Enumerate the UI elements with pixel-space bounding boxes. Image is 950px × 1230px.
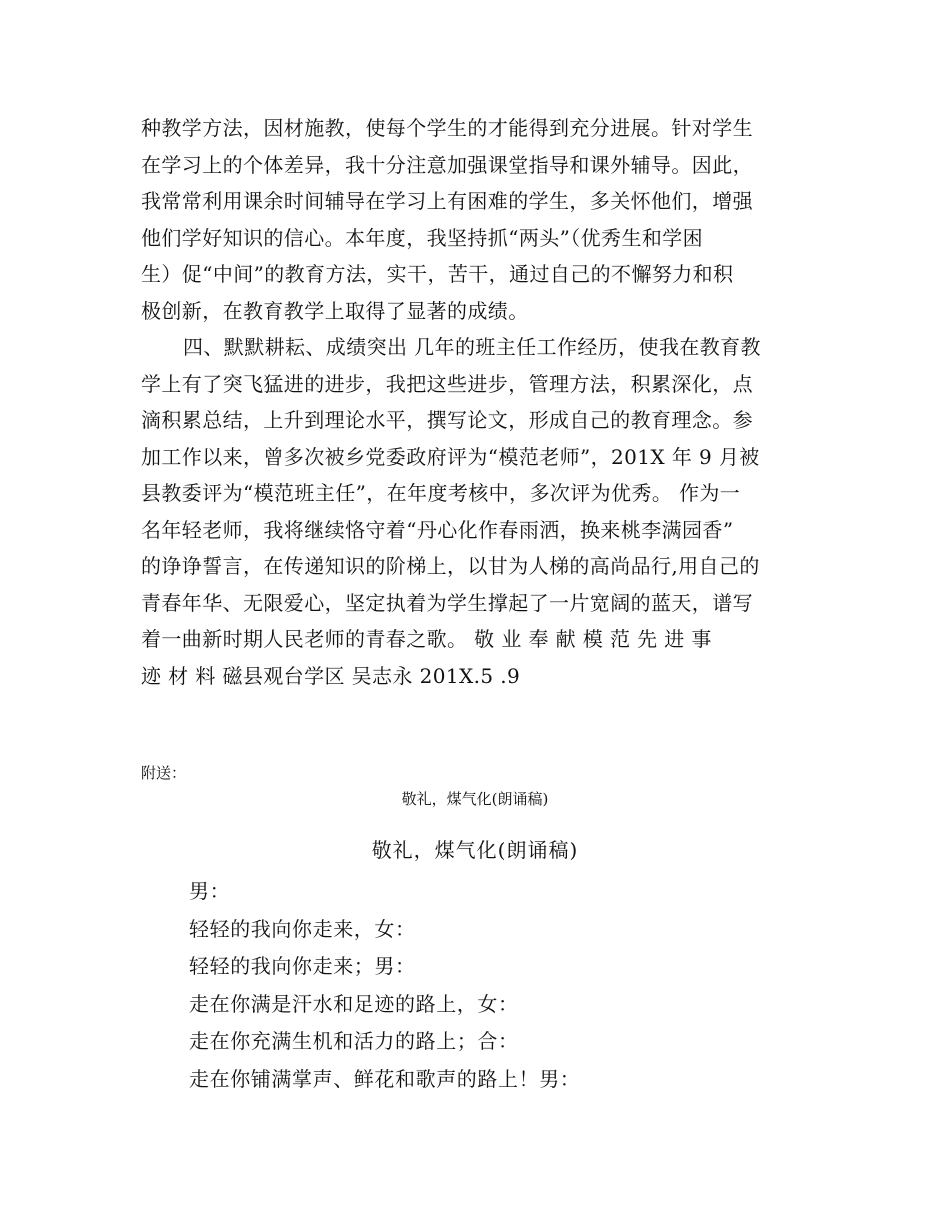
body-line-2: 在学习上的个体差异，我十分注意加强课堂指导和课外辅导。因此， [141, 152, 753, 177]
body-line-7: 四、默默耕耘、成绩突出 几年的班主任工作经历，使我在教育教 [183, 335, 761, 359]
body-line-13: 的诤诤誓言，在传递知识的阶梯上，以甘为人梯的高尚品行,用自己的 [141, 554, 760, 578]
poem-line-5: 走在你充满生机和活力的路上；合： [189, 1029, 519, 1053]
poem-body [189, 873, 580, 1098]
body-line-12: 名年轻老师，我将继续恪守着“丹心化作春雨洒，换来桃李满园香” [141, 517, 734, 542]
body-line-8: 学上有了突飞猛进的进步，我把这些进步，管理方法，积累深化，点 [141, 371, 753, 396]
body-line-15: 着一曲新时期人民老师的青春之歌。 敬 业 奉 献 模 范 先 进 事 [141, 627, 712, 651]
body-line-16: 迹 材 料 磁县观台学区 吴志永 201X.5 .9 [141, 663, 521, 688]
body-line-14: 青春年华、无限爱心，坚定执着为学生撑起了一片宽阔的蓝天，谱写 [141, 590, 753, 615]
essay-body [141, 110, 813, 694]
appendix-label: 附送： [141, 764, 187, 782]
body-line-11: 县教委评为“模范班主任”，在年度考核中，多次评为优秀。 作为一 [141, 481, 741, 505]
body-line-9: 滴积累总结，上升到理论水平，撰写论文，形成自己的教育理念。参 [141, 408, 753, 432]
appendix-small-title: 敬礼，煤气化(朗诵稿) [401, 790, 549, 808]
body-line-1: 种教学方法，因材施教，使每个学生的才能得到充分进展。针对学生 [141, 116, 753, 140]
body-line-4: 他们学好知识的信心。本年度，我坚持抓“两头”（优秀生和学困 [141, 225, 704, 250]
poem-line-1: 男： [189, 879, 231, 903]
poem-line-2: 轻轻的我向你走来，女： [189, 916, 416, 941]
poem-line-6: 走在你铺满掌声、鲜花和歌声的路上！男： [189, 1066, 581, 1091]
body-line-6: 极创新，在教育教学上取得了显著的成绩。 [141, 298, 529, 323]
body-line-3: 我常常利用课余时间辅导在学习上有困难的学生，多关怀他们，增强 [141, 189, 753, 213]
body-line-5: 生）促“中间”的教育方法，实干，苦干，通过自己的不懈努力和积 [141, 262, 734, 286]
poem-title: 敬礼，煤气化(朗诵稿) [371, 838, 579, 862]
poem-line-3: 轻轻的我向你走来；男： [189, 954, 416, 978]
body-line-10: 加工作以来，曾多次被乡党委政府评为“模范老师”，201X 年 9 月被 [141, 444, 760, 469]
poem-line-4: 走在你满是汗水和足迹的路上，女： [189, 991, 519, 1016]
